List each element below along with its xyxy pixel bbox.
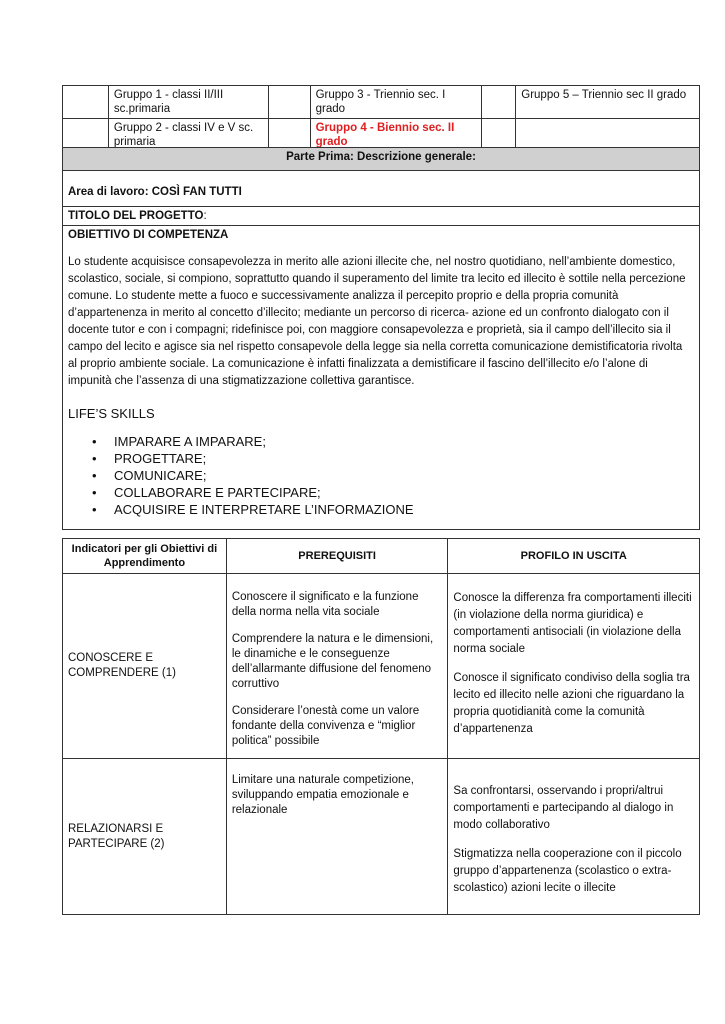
- indicator-label: RELAZIONARSI E PARTECIPARE (2): [63, 759, 227, 915]
- group-label: Gruppo 2 - classi IV e V sc. primaria: [108, 119, 268, 152]
- checkbox-cell[interactable]: [268, 86, 310, 119]
- header-indicators: Indicatori per gli Obiettivi di Apprendimento: [63, 539, 227, 574]
- group-label: Gruppo 1 - classi II/III sc.primaria: [108, 86, 268, 119]
- groups-table: [62, 85, 700, 152]
- skill-item: • ACQUISIRE E INTERPRETARE L’INFORMAZIONE: [114, 501, 694, 518]
- title-colon: :: [203, 210, 207, 222]
- profile-item: Conosce la differenza fra comportamenti illeciti (in violazione della norma giuridica) e comportamenti antisociali (in violazione della norma sociale: [453, 592, 692, 655]
- indicator-row: [63, 574, 700, 759]
- skill-item: • COMUNICARE;: [114, 467, 694, 484]
- header-prereq: PREREQUISITI: [226, 539, 448, 574]
- prereq-item: Conoscere il significato e la funzione della norma nella vita sociale: [231, 591, 419, 618]
- skill-item: • COLLABORARE E PARTECIPARE;: [114, 484, 694, 501]
- group-label-selected: Gruppo 4 - Biennio sec. II grado: [310, 119, 482, 152]
- skill-item: • IMPARARE A IMPARARE;: [114, 433, 694, 450]
- profile-cell: [448, 759, 700, 915]
- prereq-item: Comprendere la natura e le dimensioni, le dinamiche e le conseguenze dell’allarmante diffusione del fenomeno corruttivo: [231, 633, 434, 690]
- area-label: Area di lavoro: COSÌ FAN TUTTI: [68, 186, 242, 198]
- prereq-cell: [226, 574, 448, 759]
- skill-item: • PROGETTARE;: [114, 450, 694, 467]
- checkbox-cell[interactable]: [482, 86, 516, 119]
- skills-title: LIFE’S SKILLS: [68, 406, 155, 421]
- title-label: TITOLO DEL PROGETTO: [68, 210, 204, 222]
- prereq-cell: [226, 759, 448, 915]
- groups-row: [63, 86, 700, 119]
- header-profile: PROFILO IN USCITA: [448, 539, 700, 574]
- profile-cell: [448, 574, 700, 759]
- indicators-table: [62, 538, 700, 915]
- area-cell: [63, 171, 700, 207]
- group-label: Gruppo 3 - Triennio sec. I grado: [310, 86, 482, 119]
- indicator-row: [63, 759, 700, 915]
- prereq-item: Considerare l’onestà come un valore fondante della convivenza e “miglior politica” possibile: [231, 705, 420, 747]
- objective-cell: [63, 226, 700, 530]
- skills-list: [68, 433, 694, 518]
- section-heading: Parte Prima: Descrizione generale:: [63, 148, 700, 171]
- indicator-label: CONOSCERE E COMPRENDERE (1): [63, 574, 227, 759]
- title-cell: [63, 207, 700, 226]
- description-table: [62, 147, 700, 530]
- checkbox-cell[interactable]: [63, 86, 109, 119]
- group-label: Gruppo 5 – Triennio sec II grado: [516, 86, 700, 119]
- prereq-item: Limitare una naturale competizione, sviluppando empatia emozionale e relazionale: [231, 774, 414, 816]
- objective-label: OBIETTIVO DI COMPETENZA: [68, 229, 229, 241]
- profile-item: Stigmatizza nella cooperazione con il piccolo gruppo d’appartenenza (scolastico o extra-scolastico) azioni lecite o illecite: [453, 848, 682, 894]
- objective-text: Lo studente acquisisce consapevolezza in merito alle azioni illecite che, nel nostro quotidiano, nell’ambiente domestico, scolastico, sociale, si compiono, soprattutto quando il superamento del limite tra lecito ed illecito è sottile nella percezione comune. Lo studente mette a fuoco e successivamente analizza il percepito proprio e della propria comunità d’appartenenza in merito al concetto d’illecito; mediante un percorso di ricerca- azione ed un confronto dialogato con il docente tutor e con i compagni; ridefinisce poi, con maggiore consapevolezza e proprietà, sia il campo dell’illecito sia il campo del lecito e agisce sia nel rispetto consapevole della legge sia nella corretta comunicazione demistificatoria rivolta al proprio ambiente sociale. La comunicazione è infatti finalizzata a demistificare il fascino dell’illecito e/o l’alone di impunità che l’assenza di una stigmatizzazione collettiva garantisce.: [68, 256, 686, 387]
- profile-item: Conosce il significato condiviso della soglia tra lecito ed illecito nelle azioni che riguardano la propria quotidianità come la comunità d’appartenenza: [453, 672, 690, 735]
- profile-item: Sa confrontarsi, osservando i propri/altrui comportamenti e partecipando al dialogo in modo collaborativo: [453, 785, 674, 831]
